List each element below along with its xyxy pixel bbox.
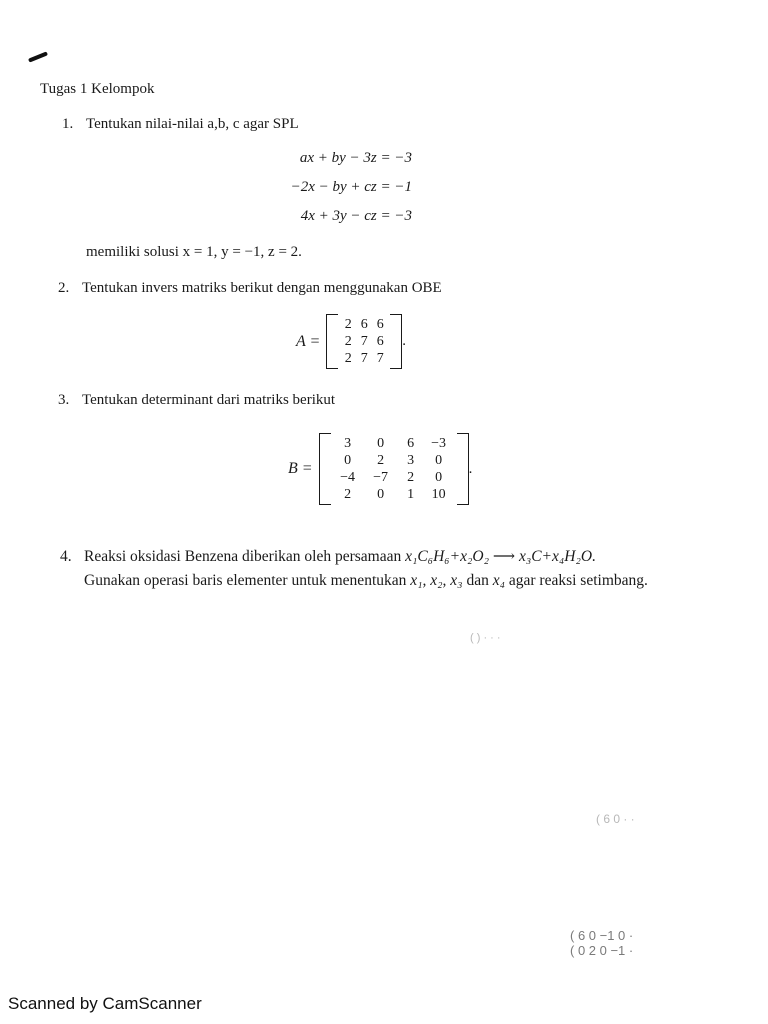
equation-3: 4x + 3y − cz = −3 xyxy=(300,208,412,224)
page-title: Tugas 1 Kelompok xyxy=(40,81,155,97)
matrix-b-cell: 10 xyxy=(431,487,446,502)
matrix-b-label: B = xyxy=(288,460,313,477)
question-2 xyxy=(58,280,442,297)
variables-x1-x3: x₁, x₂, x₃ xyxy=(410,572,463,589)
matrix-a-cell: 7 xyxy=(376,351,384,366)
matrix-b-cell: 0 xyxy=(435,470,443,485)
period: . xyxy=(402,333,407,349)
matrix-a-grid xyxy=(340,316,388,367)
matrix-b-cell: 0 xyxy=(377,436,385,451)
period: . xyxy=(468,460,473,477)
matrix-b-cell: 0 xyxy=(377,487,385,502)
scanner-watermark: Scanned by CamScanner xyxy=(8,994,202,1013)
matrix-a-label: A = xyxy=(296,332,321,350)
question-2-text: Tentukan invers matriks berikut dengan menggunakan OBE xyxy=(82,280,442,296)
handwritten-matrix-trace: ( 6 0 −1 0 · ( 0 2 0 −1 · xyxy=(570,928,634,958)
matrix-a-cell: 6 xyxy=(376,317,384,332)
matrix-a-cell: 2 xyxy=(344,351,352,366)
matrix-b-cell: −3 xyxy=(431,436,447,451)
left-bracket xyxy=(326,314,338,369)
question-4-text: Reaksi oksidasi Benzena diberikan oleh persamaan xyxy=(84,548,402,565)
question-4-text-3: dan xyxy=(466,572,489,589)
matrix-b-cell: 0 xyxy=(344,453,352,468)
right-bracket xyxy=(457,433,469,505)
question-1-number: 1. xyxy=(62,116,74,132)
question-4 xyxy=(60,545,732,593)
matrix-b-grid xyxy=(333,435,455,503)
matrix-b-cell: 2 xyxy=(407,470,415,485)
matrix-b-cell: 6 xyxy=(407,436,415,451)
matrix-a xyxy=(296,314,406,369)
question-3-number: 3. xyxy=(58,392,70,408)
right-bracket xyxy=(390,314,402,369)
equation-1: ax + by − 3z = −3 xyxy=(299,150,412,166)
matrix-b-cell: −7 xyxy=(373,470,389,485)
matrix-b-cell: 3 xyxy=(344,436,352,451)
question-2-number: 2. xyxy=(58,280,70,296)
question-4-text-2: Gunakan operasi baris elementer untuk menentukan xyxy=(84,572,407,589)
question-3-text: Tentukan determinant dari matriks berikut xyxy=(82,392,336,408)
matrix-a-cell: 6 xyxy=(360,317,368,332)
pen-mark xyxy=(28,51,48,62)
matrix-a-cell: 2 xyxy=(344,317,352,332)
matrix-b-cell: 0 xyxy=(435,453,443,468)
faint-pencil-marks: ( ) · · · xyxy=(470,632,501,644)
matrix-b-cell: 3 xyxy=(407,453,415,468)
matrix-a-cell: 6 xyxy=(376,334,384,349)
question-1 xyxy=(62,116,299,133)
faint-pencil-marks: ( 6 0 · · xyxy=(596,812,635,826)
matrix-b-cell: 1 xyxy=(407,487,415,502)
matrix-a-cell: 7 xyxy=(360,334,368,349)
matrix-b xyxy=(288,433,472,505)
question-3 xyxy=(58,392,335,409)
question-4-number: 4. xyxy=(60,548,72,565)
question-4-text-4: agar reaksi setimbang. xyxy=(508,572,648,589)
question-1-text: Tentukan nilai-nilai a,b, c agar SPL xyxy=(86,116,299,132)
matrix-b-cell: 2 xyxy=(377,453,385,468)
matrix-a-cell: 2 xyxy=(344,334,352,349)
matrix-b-cell: 2 xyxy=(344,487,352,502)
left-bracket xyxy=(319,433,331,505)
equation-2: −2x − by + cz = −1 xyxy=(290,179,412,195)
question-1-solution: memiliki solusi x = 1, y = −1, z = 2. xyxy=(86,244,302,260)
matrix-b-cell: −4 xyxy=(340,470,356,485)
matrix-a-cell: 7 xyxy=(360,351,368,366)
reaction-equation: x₁C₆H₆+x₂O₂ ⟶ x₃C+x₄H₂O. xyxy=(405,548,596,565)
variable-x4: x₄ xyxy=(492,572,505,589)
